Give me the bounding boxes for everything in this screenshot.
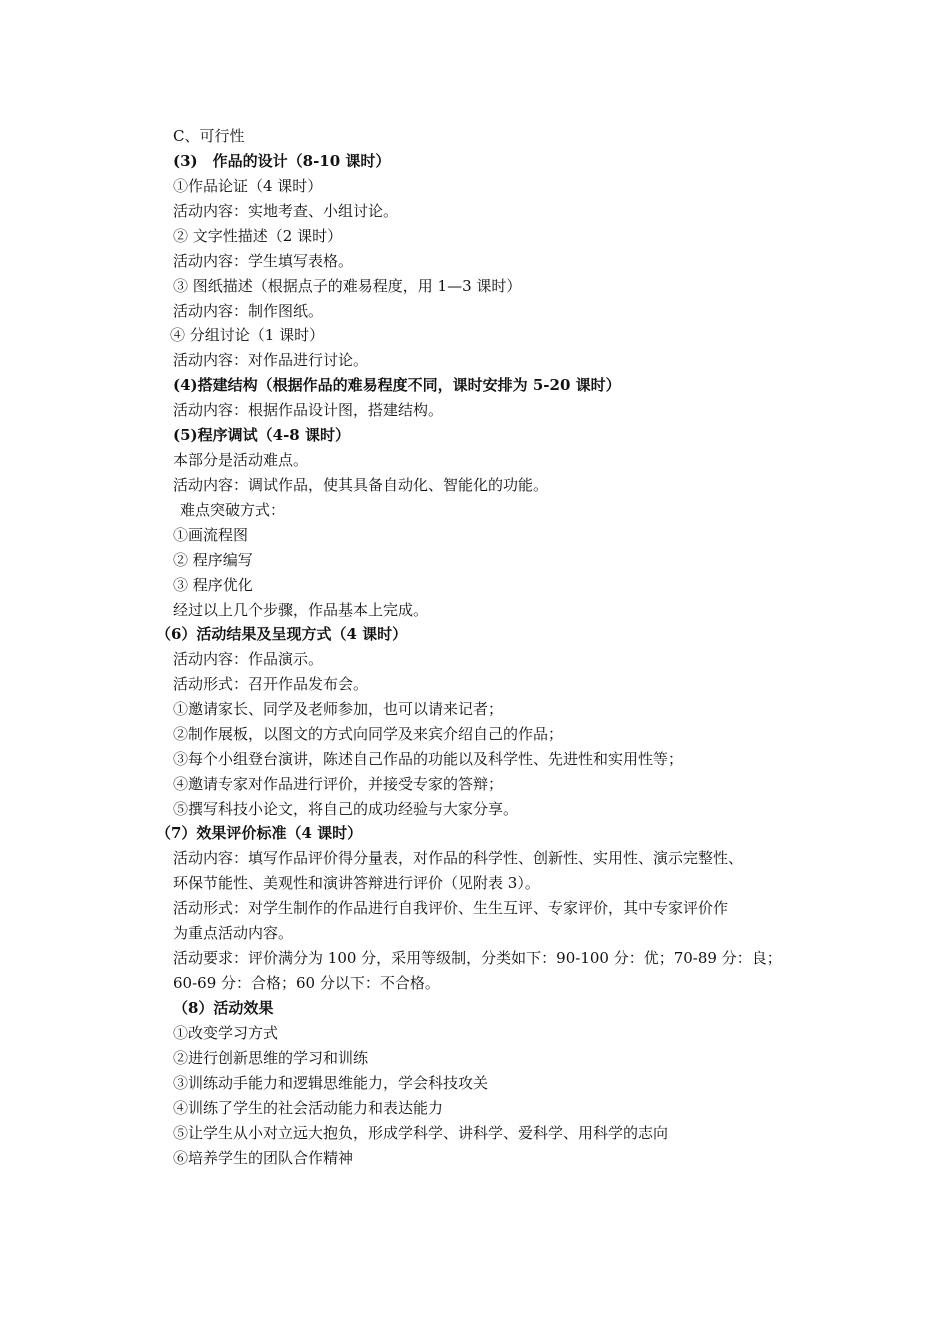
text-line: 活动形式：召开作品发布会。 (173, 675, 369, 693)
text-line: ④训练了学生的社会活动能力和表达能力 (173, 1099, 444, 1117)
text-line: ①作品论证（4 课时） (173, 177, 323, 195)
text-line: 活动内容：对作品进行讨论。 (173, 351, 369, 369)
text-line: ② 文字性描述（2 课时） (173, 227, 343, 245)
text-line: ②进行创新思维的学习和训练 (173, 1049, 369, 1067)
section-heading: (3) 作品的设计（8-10 课时） (173, 152, 391, 170)
text-line: ⑤撰写科技小论文，将自己的成功经验与大家分享。 (173, 800, 519, 818)
text-line: 本部分是活动难点。 (173, 451, 309, 469)
text-line: ②制作展板，以图文的方式向同学及来宾介绍自己的作品； (173, 725, 564, 743)
text-line: C、可行性 (173, 127, 245, 145)
text-line: 活动内容：制作图纸。 (173, 302, 324, 320)
text-line: 为重点活动内容。 (173, 924, 294, 942)
section-heading: (4)搭建结构（根据作品的难易程度不同，课时安排为 5-20 课时） (173, 376, 621, 394)
text-line: 活动内容：调试作品，使其具备自动化、智能化的功能。 (173, 476, 549, 494)
text-line: 环保节能性、美观性和演讲答辩进行评价（见附表 3）。 (173, 874, 540, 892)
text-line: 60-69 分：合格；60 分以下：不合格。 (173, 974, 440, 992)
text-line: 经过以上几个步骤，作品基本上完成。 (173, 601, 429, 619)
section-heading: （7）效果评价标准（4 课时） (156, 824, 363, 842)
text-line: 活动要求：评价满分为 100 分，采用等级制，分类如下：90-100 分：优；70-89 分：良； (173, 949, 782, 967)
text-line: ③ 图纸描述（根据点子的难易程度，用 1—3 课时） (173, 277, 522, 295)
section-heading: （8）活动效果 (173, 999, 274, 1017)
text-line: ①邀请家长、同学及老师参加，也可以请来记者； (173, 700, 504, 718)
text-line: 活动内容：填写作品评价得分量表，对作品的科学性、创新性、实用性、演示完整性、 (173, 849, 744, 867)
text-line: 活动内容：学生填写表格。 (173, 252, 354, 270)
text-line: ④ 分组讨论（1 课时） (170, 326, 325, 344)
text-line: ①画流程图 (173, 526, 249, 544)
text-line: ①改变学习方式 (173, 1024, 279, 1042)
text-line: 活动内容：根据作品设计图，搭建结构。 (173, 401, 444, 419)
section-heading: (5)程序调试（4-8 课时） (173, 426, 350, 444)
text-line: ⑥培养学生的团队合作精神 (173, 1149, 354, 1167)
section-heading: （6）活动结果及呈现方式（4 课时） (156, 625, 408, 643)
text-line: ③ 程序优化 (173, 576, 253, 594)
text-line: ⑤让学生从小对立远大抱负，形成学科学、讲科学、爱科学、用科学的志向 (173, 1124, 669, 1142)
text-line: 活动内容：作品演示。 (173, 650, 324, 668)
text-line: 活动形式：对学生制作的作品进行自我评价、生生互评、专家评价，其中专家评价作 (173, 899, 729, 917)
text-line: ③训练动手能力和逻辑思维能力，学会科技攻关 (173, 1074, 489, 1092)
text-line: ③每个小组登台演讲，陈述自己作品的功能以及科学性、先进性和实用性等； (173, 750, 684, 768)
text-line: 活动内容：实地考查、小组讨论。 (173, 202, 399, 220)
text-line: ④邀请专家对作品进行评价，并接受专家的答辩； (173, 775, 504, 793)
text-line: 难点突破方式： (180, 501, 286, 519)
text-line: ② 程序编写 (173, 551, 253, 569)
